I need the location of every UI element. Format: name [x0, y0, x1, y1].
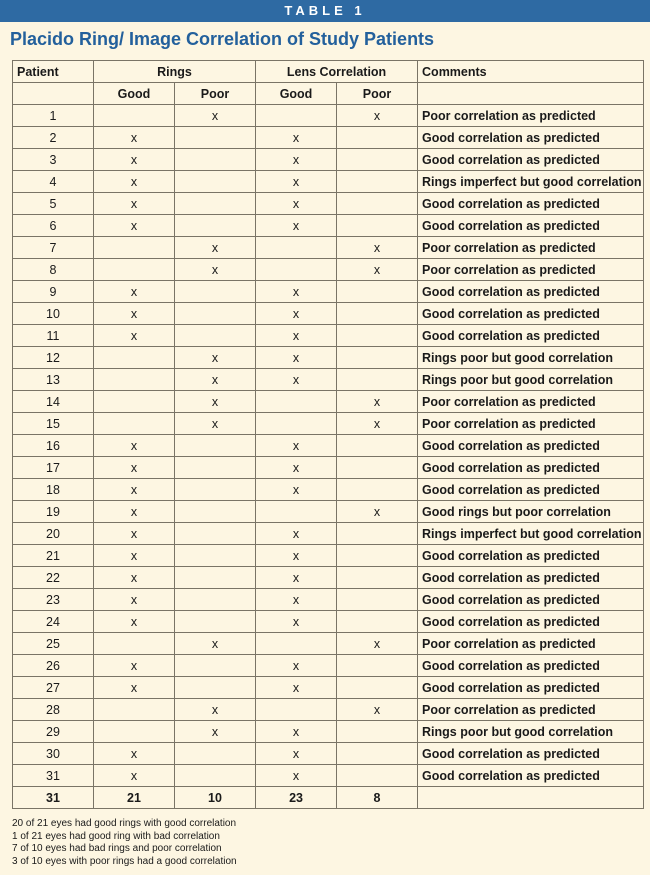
cell-lens-good [256, 105, 337, 127]
cell-rings-poor [175, 303, 256, 325]
cell-lens-good: x [256, 545, 337, 567]
cell-lens-good [256, 259, 337, 281]
cell-patient: 27 [13, 677, 94, 699]
cell-lens-poor [337, 545, 418, 567]
cell-patient: 23 [13, 589, 94, 611]
cell-comment: Rings poor but good correlation [418, 721, 644, 743]
cell-lens-good: x [256, 457, 337, 479]
cell-lens-good [256, 391, 337, 413]
cell-rings-good: x [94, 611, 175, 633]
footnote: 20 of 21 eyes had good rings with good correlation [12, 818, 237, 829]
cell-patient: 18 [13, 479, 94, 501]
cell-comment: Rings imperfect but good correlation [418, 523, 644, 545]
subheader-empty [13, 83, 94, 105]
table-row [13, 479, 644, 501]
cell-lens-poor [337, 567, 418, 589]
cell-lens-poor [337, 347, 418, 369]
table-row [13, 281, 644, 303]
cell-lens-good: x [256, 303, 337, 325]
cell-rings-poor: x [175, 105, 256, 127]
cell-rings-poor: x [175, 721, 256, 743]
cell-patient: 9 [13, 281, 94, 303]
table-row [13, 743, 644, 765]
cell-rings-good: x [94, 545, 175, 567]
cell-lens-poor [337, 325, 418, 347]
cell-rings-poor: x [175, 699, 256, 721]
cell-patient: 16 [13, 435, 94, 457]
cell-rings-good: x [94, 567, 175, 589]
cell-comment: Poor correlation as predicted [418, 413, 644, 435]
cell-rings-good: x [94, 655, 175, 677]
cell-rings-poor: x [175, 259, 256, 281]
cell-rings-good [94, 237, 175, 259]
table-row [13, 413, 644, 435]
cell-comment: Good correlation as predicted [418, 193, 644, 215]
cell-rings-good: x [94, 127, 175, 149]
table-body [13, 105, 644, 787]
cell-rings-good: x [94, 325, 175, 347]
cell-lens-poor [337, 193, 418, 215]
correlation-table [12, 60, 644, 809]
cell-comment: Good correlation as predicted [418, 589, 644, 611]
cell-patient: 14 [13, 391, 94, 413]
table-row [13, 127, 644, 149]
cell-lens-poor [337, 479, 418, 501]
cell-patient: 3 [13, 149, 94, 171]
cell-lens-good [256, 413, 337, 435]
cell-patient: 22 [13, 567, 94, 589]
cell-rings-good: x [94, 149, 175, 171]
cell-rings-good: x [94, 589, 175, 611]
cell-lens-poor: x [337, 699, 418, 721]
cell-rings-poor [175, 435, 256, 457]
cell-patient: 29 [13, 721, 94, 743]
cell-lens-poor [337, 171, 418, 193]
cell-patient: 6 [13, 215, 94, 237]
cell-rings-good: x [94, 281, 175, 303]
header-row [13, 61, 644, 83]
cell-rings-poor: x [175, 413, 256, 435]
table-row [13, 347, 644, 369]
cell-rings-good [94, 259, 175, 281]
table-row [13, 457, 644, 479]
table-row [13, 699, 644, 721]
cell-lens-poor: x [337, 501, 418, 523]
cell-lens-poor [337, 655, 418, 677]
cell-comment: Rings poor but good correlation [418, 369, 644, 391]
header-lens-correlation: Lens Correlation [256, 61, 418, 83]
cell-rings-poor [175, 743, 256, 765]
cell-rings-poor: x [175, 237, 256, 259]
table-row [13, 721, 644, 743]
cell-comment: Good rings but poor correlation [418, 501, 644, 523]
cell-patient: 25 [13, 633, 94, 655]
cell-lens-good: x [256, 677, 337, 699]
cell-patient: 26 [13, 655, 94, 677]
table-row [13, 765, 644, 787]
cell-lens-good: x [256, 215, 337, 237]
cell-lens-poor: x [337, 105, 418, 127]
cell-patient: 12 [13, 347, 94, 369]
cell-lens-poor: x [337, 413, 418, 435]
cell-rings-good [94, 413, 175, 435]
cell-comment: Good correlation as predicted [418, 545, 644, 567]
cell-rings-poor [175, 545, 256, 567]
cell-comment: Poor correlation as predicted [418, 105, 644, 127]
cell-lens-poor [337, 677, 418, 699]
total-lens-poor: 8 [337, 787, 418, 809]
cell-comment: Poor correlation as predicted [418, 633, 644, 655]
cell-lens-poor [337, 765, 418, 787]
cell-lens-good [256, 501, 337, 523]
cell-lens-poor [337, 369, 418, 391]
cell-comment: Good correlation as predicted [418, 215, 644, 237]
cell-lens-good [256, 699, 337, 721]
cell-rings-poor [175, 149, 256, 171]
cell-rings-good [94, 105, 175, 127]
cell-lens-poor [337, 523, 418, 545]
cell-lens-good: x [256, 149, 337, 171]
cell-comment: Good correlation as predicted [418, 127, 644, 149]
cell-patient: 19 [13, 501, 94, 523]
total-rings-poor: 10 [175, 787, 256, 809]
cell-rings-poor [175, 215, 256, 237]
cell-comment: Good correlation as predicted [418, 655, 644, 677]
cell-comment: Good correlation as predicted [418, 325, 644, 347]
cell-rings-poor: x [175, 347, 256, 369]
cell-lens-good: x [256, 743, 337, 765]
cell-lens-good: x [256, 171, 337, 193]
cell-rings-poor [175, 567, 256, 589]
table-row [13, 435, 644, 457]
cell-lens-good: x [256, 765, 337, 787]
cell-patient: 28 [13, 699, 94, 721]
cell-rings-poor [175, 765, 256, 787]
cell-lens-good: x [256, 369, 337, 391]
cell-lens-poor [337, 611, 418, 633]
header-comments: Comments [418, 61, 644, 83]
cell-rings-poor [175, 501, 256, 523]
header-rings: Rings [94, 61, 256, 83]
table-row [13, 611, 644, 633]
cell-rings-good: x [94, 677, 175, 699]
cell-rings-poor: x [175, 633, 256, 655]
cell-lens-poor [337, 589, 418, 611]
cell-rings-good: x [94, 523, 175, 545]
cell-patient: 21 [13, 545, 94, 567]
cell-rings-good: x [94, 479, 175, 501]
subheader-rings-poor: Poor [175, 83, 256, 105]
table-container [12, 60, 644, 809]
cell-lens-poor [337, 149, 418, 171]
cell-rings-poor [175, 677, 256, 699]
table-row [13, 325, 644, 347]
cell-rings-poor: x [175, 369, 256, 391]
table-row [13, 501, 644, 523]
cell-lens-poor [337, 281, 418, 303]
cell-lens-good [256, 237, 337, 259]
table-row [13, 149, 644, 171]
cell-rings-good [94, 633, 175, 655]
table-row [13, 567, 644, 589]
cell-comment: Good correlation as predicted [418, 479, 644, 501]
subheader-lens-good: Good [256, 83, 337, 105]
cell-rings-poor: x [175, 391, 256, 413]
cell-patient: 24 [13, 611, 94, 633]
cell-lens-poor [337, 303, 418, 325]
cell-patient: 5 [13, 193, 94, 215]
cell-patient: 10 [13, 303, 94, 325]
cell-patient: 2 [13, 127, 94, 149]
cell-rings-poor [175, 171, 256, 193]
cell-lens-good: x [256, 281, 337, 303]
cell-patient: 20 [13, 523, 94, 545]
cell-lens-good: x [256, 589, 337, 611]
totals-row [13, 787, 644, 809]
cell-lens-good [256, 633, 337, 655]
cell-lens-good: x [256, 611, 337, 633]
cell-lens-poor: x [337, 391, 418, 413]
cell-rings-poor [175, 655, 256, 677]
cell-lens-good: x [256, 325, 337, 347]
cell-rings-good: x [94, 193, 175, 215]
table-row [13, 259, 644, 281]
table-row [13, 193, 644, 215]
cell-rings-good [94, 721, 175, 743]
cell-rings-good [94, 699, 175, 721]
footnote: 3 of 10 eyes with poor rings had a good correlation [12, 855, 237, 867]
table-row [13, 237, 644, 259]
cell-patient: 7 [13, 237, 94, 259]
cell-lens-good: x [256, 193, 337, 215]
cell-rings-poor [175, 589, 256, 611]
cell-rings-poor [175, 611, 256, 633]
table-row [13, 303, 644, 325]
cell-rings-poor [175, 523, 256, 545]
table-row [13, 589, 644, 611]
table-row [13, 215, 644, 237]
cell-lens-good: x [256, 567, 337, 589]
cell-comment: Good correlation as predicted [418, 435, 644, 457]
table-banner: TABLE 1 [0, 0, 650, 22]
cell-lens-good: x [256, 655, 337, 677]
cell-lens-poor [337, 215, 418, 237]
cell-patient: 30 [13, 743, 94, 765]
page-title: Placido Ring/ Image Correlation of Study Patients [10, 29, 435, 49]
cell-rings-poor [175, 281, 256, 303]
cell-rings-poor [175, 193, 256, 215]
cell-lens-poor: x [337, 237, 418, 259]
total-rings-good: 21 [94, 787, 175, 809]
cell-patient: 1 [13, 105, 94, 127]
cell-lens-good: x [256, 127, 337, 149]
cell-lens-good: x [256, 721, 337, 743]
table-row [13, 655, 644, 677]
cell-comment: Good correlation as predicted [418, 303, 644, 325]
header-patient: Patient [13, 61, 94, 83]
cell-lens-poor [337, 127, 418, 149]
cell-rings-good: x [94, 457, 175, 479]
subheader-lens-poor: Poor [337, 83, 418, 105]
cell-rings-poor [175, 479, 256, 501]
cell-lens-good: x [256, 435, 337, 457]
cell-rings-poor [175, 457, 256, 479]
cell-lens-good: x [256, 479, 337, 501]
cell-comment: Good correlation as predicted [418, 765, 644, 787]
cell-lens-poor [337, 435, 418, 457]
table-row [13, 545, 644, 567]
cell-comment: Good correlation as predicted [418, 149, 644, 171]
total-comment [418, 787, 644, 809]
cell-lens-poor: x [337, 633, 418, 655]
cell-comment: Good correlation as predicted [418, 457, 644, 479]
cell-rings-good: x [94, 171, 175, 193]
cell-rings-good: x [94, 743, 175, 765]
cell-patient: 15 [13, 413, 94, 435]
cell-comment: Good correlation as predicted [418, 743, 644, 765]
cell-comment: Poor correlation as predicted [418, 259, 644, 281]
footnotes [12, 818, 237, 868]
subheader-row [13, 83, 644, 105]
cell-comment: Good correlation as predicted [418, 567, 644, 589]
cell-lens-poor [337, 721, 418, 743]
table-row [13, 105, 644, 127]
cell-rings-good [94, 391, 175, 413]
table-row [13, 633, 644, 655]
total-patients: 31 [13, 787, 94, 809]
cell-rings-good [94, 369, 175, 391]
cell-comment: Poor correlation as predicted [418, 237, 644, 259]
cell-lens-poor [337, 743, 418, 765]
table-row [13, 523, 644, 545]
cell-rings-poor [175, 325, 256, 347]
cell-comment: Poor correlation as predicted [418, 391, 644, 413]
cell-comment: Poor correlation as predicted [418, 699, 644, 721]
total-lens-good: 23 [256, 787, 337, 809]
cell-lens-good: x [256, 523, 337, 545]
cell-patient: 13 [13, 369, 94, 391]
subheader-empty [418, 83, 644, 105]
table-row [13, 369, 644, 391]
footnote: 1 of 21 eyes had good ring with bad correlation [12, 830, 220, 842]
cell-comment: Good correlation as predicted [418, 281, 644, 303]
cell-rings-good: x [94, 215, 175, 237]
subheader-rings-good: Good [94, 83, 175, 105]
cell-comment: Good correlation as predicted [418, 677, 644, 699]
footnote: 7 of 10 eyes had bad rings and poor correlation [12, 843, 222, 854]
cell-patient: 4 [13, 171, 94, 193]
cell-patient: 31 [13, 765, 94, 787]
cell-patient: 17 [13, 457, 94, 479]
table-row [13, 391, 644, 413]
cell-comment: Rings imperfect but good correlation [418, 171, 644, 193]
cell-rings-poor [175, 127, 256, 149]
cell-rings-good [94, 347, 175, 369]
table-row [13, 171, 644, 193]
cell-patient: 8 [13, 259, 94, 281]
cell-rings-good: x [94, 303, 175, 325]
cell-patient: 11 [13, 325, 94, 347]
cell-rings-good: x [94, 435, 175, 457]
cell-comment: Good correlation as predicted [418, 611, 644, 633]
cell-lens-poor [337, 457, 418, 479]
cell-lens-good: x [256, 347, 337, 369]
table-row [13, 677, 644, 699]
cell-comment: Rings poor but good correlation [418, 347, 644, 369]
cell-rings-good: x [94, 765, 175, 787]
cell-lens-poor: x [337, 259, 418, 281]
cell-rings-good: x [94, 501, 175, 523]
